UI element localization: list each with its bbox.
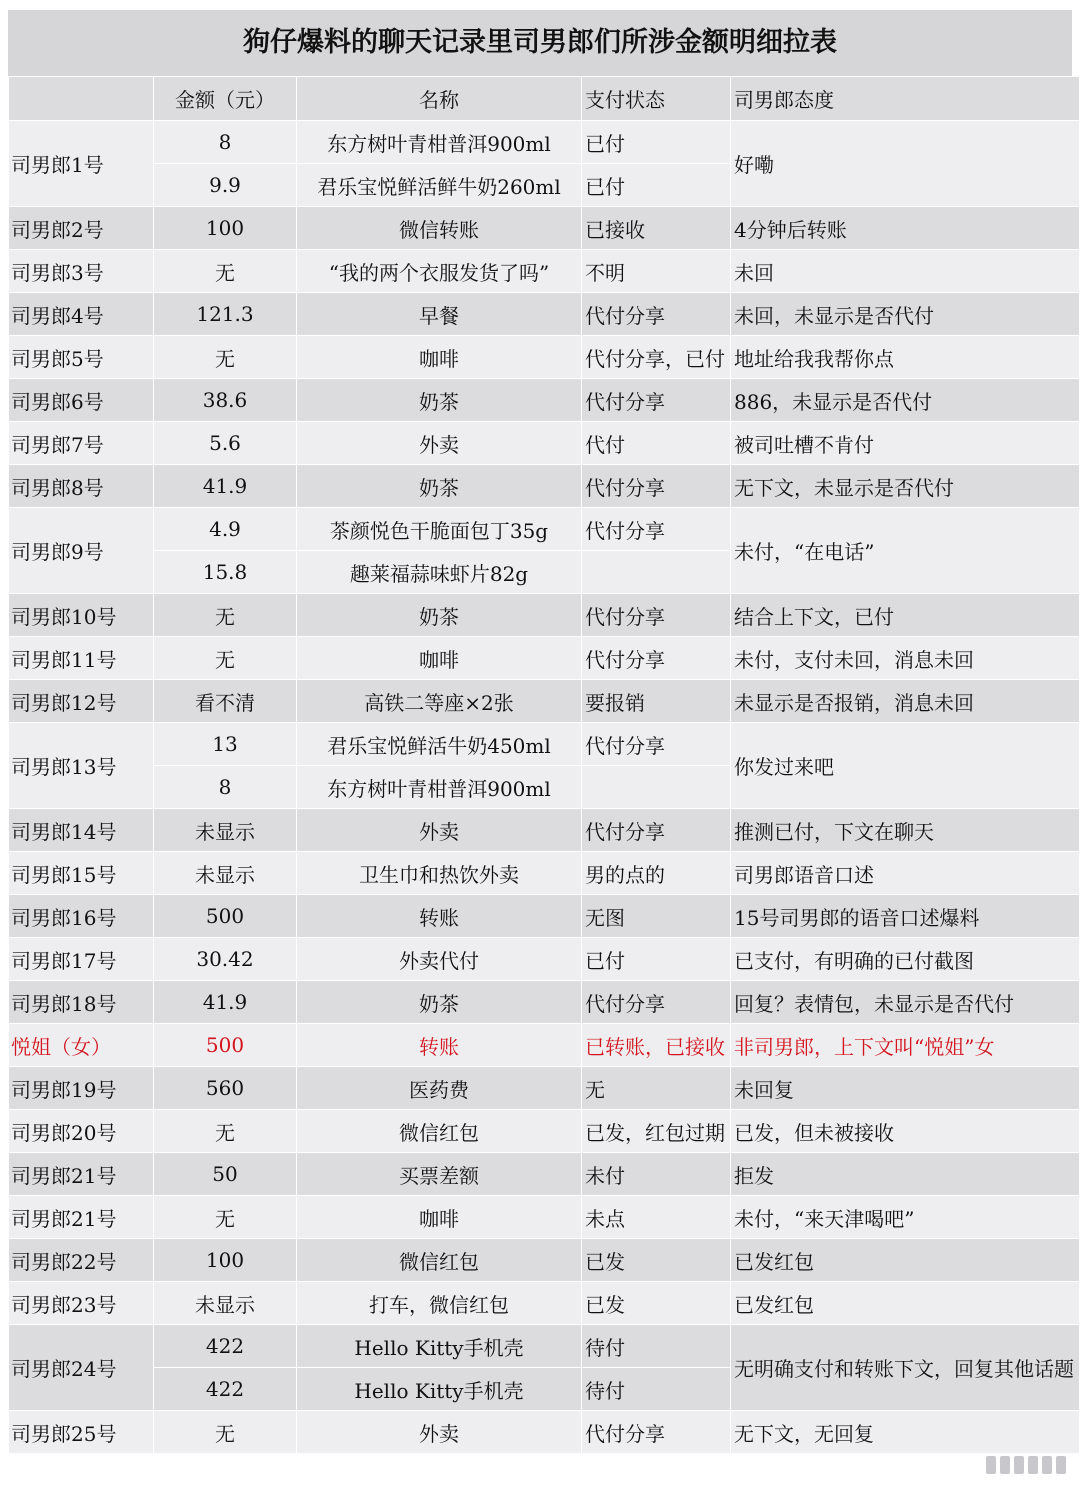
row-status: 代付分享 (582, 809, 731, 852)
row-amount: 100 (154, 1239, 297, 1282)
row-status: 代付分享 (582, 723, 731, 766)
row-item: 转账 (297, 895, 582, 938)
row-name: 司男郎23号 (9, 1282, 154, 1325)
row-status: 男的点的 (582, 852, 731, 895)
row-status: 代付分享 (582, 508, 731, 551)
header-cell (9, 77, 154, 121)
table-row (9, 1239, 1080, 1282)
row-attitude: 无下文，无回复 (731, 1411, 1080, 1454)
row-amount: 8 (154, 766, 297, 809)
row-status: 已转账，已接收 (582, 1024, 731, 1067)
row-amount: 50 (154, 1153, 297, 1196)
row-item: 打车，微信红包 (297, 1282, 582, 1325)
row-item: 高铁二等座×2张 (297, 680, 582, 723)
row-attitude: 好嘞 (731, 121, 1080, 207)
row-amount: 无 (154, 250, 297, 293)
row-amount: 422 (154, 1368, 297, 1411)
row-item: 君乐宝悦鲜活牛奶450ml (297, 723, 582, 766)
row-status: 代付 (582, 422, 731, 465)
row-name: 司男郎5号 (9, 336, 154, 379)
table-row (9, 809, 1080, 852)
row-amount: 5.6 (154, 422, 297, 465)
row-amount: 4.9 (154, 508, 297, 551)
row-name: 司男郎17号 (9, 938, 154, 981)
row-item: 微信转账 (297, 207, 582, 250)
document-page (8, 10, 1072, 1454)
row-name: 司男郎8号 (9, 465, 154, 508)
row-attitude: 结合上下文，已付 (731, 594, 1080, 637)
row-status: 已付 (582, 938, 731, 981)
row-item: 外卖代付 (297, 938, 582, 981)
row-item: 医药费 (297, 1067, 582, 1110)
row-attitude: 已发红包 (731, 1282, 1080, 1325)
row-item: 微信红包 (297, 1239, 582, 1282)
row-attitude: 非司男郎，上下文叫“悦姐”女 (731, 1024, 1080, 1067)
row-name: 悦姐（女） (9, 1024, 154, 1067)
table-row (9, 938, 1080, 981)
table-row (9, 723, 1080, 766)
row-name: 司男郎18号 (9, 981, 154, 1024)
row-status (582, 551, 731, 594)
row-amount: 500 (154, 895, 297, 938)
row-amount: 560 (154, 1067, 297, 1110)
row-name: 司男郎21号 (9, 1153, 154, 1196)
row-name: 司男郎25号 (9, 1411, 154, 1454)
row-name: 司男郎12号 (9, 680, 154, 723)
row-amount: 未显示 (154, 809, 297, 852)
row-amount: 41.9 (154, 465, 297, 508)
row-attitude: 已发，但未被接收 (731, 1110, 1080, 1153)
row-status: 已发，红包过期 (582, 1110, 731, 1153)
row-name: 司男郎21号 (9, 1196, 154, 1239)
row-amount: 9.9 (154, 164, 297, 207)
table-row (9, 250, 1080, 293)
row-name: 司男郎7号 (9, 422, 154, 465)
row-status: 已付 (582, 121, 731, 164)
row-attitude: 未付，“在电话” (731, 508, 1080, 594)
table-row (9, 852, 1080, 895)
row-status: 已发 (582, 1282, 731, 1325)
row-item: 外卖 (297, 809, 582, 852)
row-item: 奶茶 (297, 981, 582, 1024)
table-row (9, 379, 1080, 422)
row-name: 司男郎1号 (9, 121, 154, 207)
row-amount: 15.8 (154, 551, 297, 594)
row-item: Hello Kitty手机壳 (297, 1325, 582, 1368)
row-name: 司男郎6号 (9, 379, 154, 422)
table-row (9, 981, 1080, 1024)
row-attitude: 已支付，有明确的已付截图 (731, 938, 1080, 981)
table-row (9, 637, 1080, 680)
row-amount: 无 (154, 1110, 297, 1153)
table-row (9, 422, 1080, 465)
table-row (9, 594, 1080, 637)
row-attitude: 未回，未显示是否代付 (731, 293, 1080, 336)
row-status: 代付分享 (582, 981, 731, 1024)
row-name: 司男郎20号 (9, 1110, 154, 1153)
row-attitude: 无下文，未显示是否代付 (731, 465, 1080, 508)
row-amount: 无 (154, 637, 297, 680)
table-row (9, 1325, 1080, 1368)
row-item: 茶颜悦色干脆面包丁35g (297, 508, 582, 551)
table-row (9, 508, 1080, 551)
row-status: 要报销 (582, 680, 731, 723)
row-status: 已发 (582, 1239, 731, 1282)
row-attitude: 15号司男郎的语音口述爆料 (731, 895, 1080, 938)
row-status: 代付分享 (582, 637, 731, 680)
row-name: 司男郎4号 (9, 293, 154, 336)
row-name: 司男郎16号 (9, 895, 154, 938)
row-item: 咖啡 (297, 637, 582, 680)
row-status: 不明 (582, 250, 731, 293)
row-name: 司男郎10号 (9, 594, 154, 637)
row-attitude: 无明确支付和转账下文，回复其他话题 (731, 1325, 1080, 1411)
row-name: 司男郎11号 (9, 637, 154, 680)
table-row (9, 1411, 1080, 1454)
row-item: Hello Kitty手机壳 (297, 1368, 582, 1411)
row-status: 未点 (582, 1196, 731, 1239)
row-attitude: 4分钟后转账 (731, 207, 1080, 250)
row-amount: 未显示 (154, 852, 297, 895)
row-attitude: 你发过来吧 (731, 723, 1080, 809)
row-item: 咖啡 (297, 336, 582, 379)
row-status: 待付 (582, 1325, 731, 1368)
document-title: 狗仔爆料的聊天记录里司男郎们所涉金额明细拉表 (8, 10, 1072, 76)
header-amount: 金额（元） (154, 77, 297, 121)
row-name: 司男郎14号 (9, 809, 154, 852)
row-status: 代付分享 (582, 1411, 731, 1454)
row-item: 转账 (297, 1024, 582, 1067)
row-name: 司男郎9号 (9, 508, 154, 594)
row-attitude: 被司吐槽不肯付 (731, 422, 1080, 465)
table-row (9, 1153, 1080, 1196)
row-item: 外卖 (297, 422, 582, 465)
table-row (9, 336, 1080, 379)
row-attitude: 推测已付，下文在聊天 (731, 809, 1080, 852)
row-amount: 未显示 (154, 1282, 297, 1325)
row-item: 奶茶 (297, 379, 582, 422)
row-attitude: 未付，支付未回，消息未回 (731, 637, 1080, 680)
row-amount: 500 (154, 1024, 297, 1067)
row-attitude: 拒发 (731, 1153, 1080, 1196)
row-amount: 无 (154, 336, 297, 379)
table-row (9, 1067, 1080, 1110)
row-item: 奶茶 (297, 594, 582, 637)
row-amount: 8 (154, 121, 297, 164)
row-amount: 无 (154, 1411, 297, 1454)
row-item: “我的两个衣服发货了吗” (297, 250, 582, 293)
table-row (9, 895, 1080, 938)
table-row (9, 121, 1080, 164)
row-name: 司男郎24号 (9, 1325, 154, 1411)
row-status: 未付 (582, 1153, 731, 1196)
row-amount: 100 (154, 207, 297, 250)
table-row (9, 1024, 1080, 1067)
row-status: 已付 (582, 164, 731, 207)
row-attitude: 未回复 (731, 1067, 1080, 1110)
amount-detail-table (8, 76, 1080, 1454)
table-header-row (9, 77, 1080, 121)
table-row (9, 1196, 1080, 1239)
row-amount: 看不清 (154, 680, 297, 723)
row-item: 微信红包 (297, 1110, 582, 1153)
row-item: 咖啡 (297, 1196, 582, 1239)
row-item: 外卖 (297, 1411, 582, 1454)
table-row (9, 1110, 1080, 1153)
row-name: 司男郎13号 (9, 723, 154, 809)
row-name: 司男郎19号 (9, 1067, 154, 1110)
row-status: 已接收 (582, 207, 731, 250)
table-row (9, 465, 1080, 508)
row-amount: 无 (154, 1196, 297, 1239)
row-item: 买票差额 (297, 1153, 582, 1196)
row-status: 代付分享 (582, 465, 731, 508)
table-row (9, 293, 1080, 336)
row-item: 早餐 (297, 293, 582, 336)
row-item: 奶茶 (297, 465, 582, 508)
row-item: 卫生巾和热饮外卖 (297, 852, 582, 895)
row-name: 司男郎15号 (9, 852, 154, 895)
row-item: 趣莱福蒜味虾片82g (297, 551, 582, 594)
row-attitude: 回复？表情包，未显示是否代付 (731, 981, 1080, 1024)
row-amount: 30.42 (154, 938, 297, 981)
row-status: 代付分享 (582, 293, 731, 336)
row-status: 待付 (582, 1368, 731, 1411)
row-status: 无 (582, 1067, 731, 1110)
row-status: 代付分享 (582, 379, 731, 422)
row-attitude: 已发红包 (731, 1239, 1080, 1282)
header-status: 支付状态 (582, 77, 731, 121)
row-item: 君乐宝悦鲜活鲜牛奶260ml (297, 164, 582, 207)
row-attitude: 886，未显示是否代付 (731, 379, 1080, 422)
row-name: 司男郎3号 (9, 250, 154, 293)
row-amount: 422 (154, 1325, 297, 1368)
row-amount: 121.3 (154, 293, 297, 336)
row-attitude: 未显示是否报销，消息未回 (731, 680, 1080, 723)
row-name: 司男郎2号 (9, 207, 154, 250)
row-status: 无图 (582, 895, 731, 938)
row-attitude: 司男郎语音口述 (731, 852, 1080, 895)
row-amount: 无 (154, 594, 297, 637)
row-status: 代付分享，已付 (582, 336, 731, 379)
row-item: 东方树叶青柑普洱900ml (297, 766, 582, 809)
watermark-icon (986, 1456, 1066, 1474)
row-amount: 38.6 (154, 379, 297, 422)
row-status: 代付分享 (582, 594, 731, 637)
row-name: 司男郎22号 (9, 1239, 154, 1282)
header-attitude: 司男郎态度 (731, 77, 1080, 121)
row-attitude: 未付，“来天津喝吧” (731, 1196, 1080, 1239)
row-attitude: 地址给我我帮你点 (731, 336, 1080, 379)
row-item: 东方树叶青柑普洱900ml (297, 121, 582, 164)
header-item: 名称 (297, 77, 582, 121)
row-amount: 13 (154, 723, 297, 766)
table-row (9, 1282, 1080, 1325)
row-amount: 41.9 (154, 981, 297, 1024)
table-row (9, 207, 1080, 250)
row-status (582, 766, 731, 809)
row-attitude: 未回 (731, 250, 1080, 293)
table-row (9, 680, 1080, 723)
